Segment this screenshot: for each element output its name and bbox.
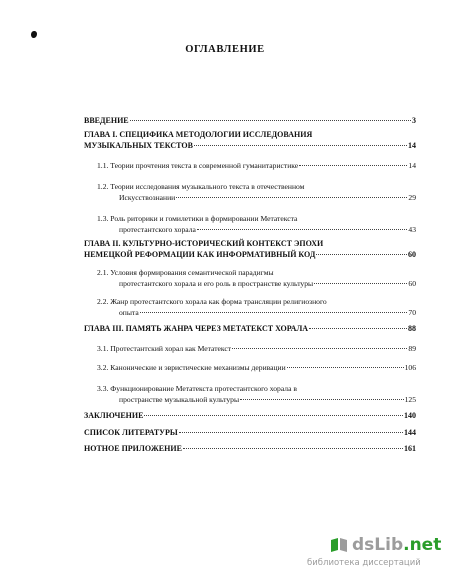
toc-entry-label: ГЛАВА II. КУЛЬТУРНО-ИСТОРИЧЕСКИЙ КОНТЕКСТ ЭПОХИ: [84, 239, 324, 248]
toc-page-number: 125: [404, 395, 416, 404]
toc-entry-label: 3.2. Канонические и эвристические механизмы деривации: [97, 363, 286, 372]
toc-entry-label: 1.1. Теории прочтения текста в современной гуманитаристике: [97, 161, 299, 170]
toc-entry-label: МУЗЫКАЛЬНЫХ ТЕКСТОВ: [84, 141, 193, 150]
ink-blot: [31, 31, 37, 38]
toc-line: [84, 427, 416, 438]
toc-line: [97, 192, 416, 203]
toc-leader-dots: [314, 283, 407, 284]
toc-entry-label: протестантского хорала и его роль в пространстве культуры: [119, 279, 314, 288]
toc-page-number: 161: [404, 444, 416, 453]
toc-entry: [97, 213, 416, 235]
toc-entry-label: 3.1. Протестантский хорал как Метатекст: [97, 344, 232, 353]
toc-page-number: 144: [404, 428, 416, 437]
toc-entry-label: ВВЕДЕНИЕ: [84, 116, 129, 125]
toc-entry-label: ЗАКЛЮЧЕНИЕ: [84, 411, 144, 420]
toc-page-number: 43: [408, 225, 416, 234]
toc-line: [97, 296, 416, 307]
toc-entry: [84, 443, 416, 454]
toc-page-number: 60: [408, 279, 416, 288]
toc-page-number: 140: [404, 411, 416, 420]
toc-entry: [84, 129, 416, 151]
toc-entry: [97, 343, 416, 354]
toc-leader-dots: [183, 448, 403, 449]
toc-leader-dots: [316, 254, 407, 255]
toc-entry: [97, 296, 416, 318]
toc-entry-label: ГЛАВА I. СПЕЦИФИКА МЕТОДОЛОГИИ ИССЛЕДОВАНИЯ: [84, 130, 313, 139]
toc-entry: [97, 383, 416, 405]
toc-entry-label: опыта: [119, 308, 139, 317]
toc-line: [97, 383, 416, 394]
toc-entry: [97, 160, 416, 171]
toc-leader-dots: [130, 120, 411, 121]
toc-page-number: 3: [412, 116, 416, 125]
toc-leader-dots: [140, 312, 408, 313]
toc-entry-label: 1.2. Теории исследования музыкального текста в отечественном: [97, 182, 305, 191]
toc-leader-dots: [194, 145, 407, 146]
toc-line: [97, 160, 416, 171]
toc-entry: [97, 181, 416, 203]
toc-entry: [84, 238, 416, 260]
toc-entry-label: НЕМЕЦКОЙ РЕФОРМАЦИИ КАК ИНФОРМАТИВНЫЙ КОД: [84, 250, 316, 259]
toc-line: [84, 140, 416, 151]
toc-line: [97, 307, 416, 318]
toc-leader-dots: [299, 165, 407, 166]
toc-entry-label: 3.3. Функционирование Метатекста протестантского хорала в: [97, 384, 297, 393]
toc-page-number: 14: [408, 161, 416, 170]
watermark: [307, 535, 444, 568]
toc-line: [84, 238, 416, 249]
toc-line: [84, 129, 416, 140]
toc-leader-dots: [197, 229, 408, 230]
toc-entry-label: НОТНОЕ ПРИЛОЖЕНИЕ: [84, 444, 182, 453]
watermark-brand: dsLib: [352, 535, 404, 555]
toc-entry-label: СПИСОК ЛИТЕРАТУРЫ: [84, 428, 178, 437]
toc-leader-dots: [287, 367, 404, 368]
watermark-subtitle: библиотека диссертаций: [307, 558, 421, 568]
toc-entry: [84, 115, 416, 126]
toc-line: [97, 362, 416, 373]
toc-page-number: 60: [408, 250, 416, 259]
toc-line: [84, 323, 416, 334]
toc-page-number: 70: [408, 308, 416, 317]
toc-entry-label: 1.3. Роль риторики и гомилетики в формировании Метатекста: [97, 214, 298, 223]
toc-entry: [84, 427, 416, 438]
toc-leader-dots: [232, 348, 407, 349]
toc-line: [84, 249, 416, 260]
toc-page-number: 88: [408, 324, 416, 333]
toc-entry-label: протестантского хорала: [119, 225, 196, 234]
toc-line: [84, 443, 416, 454]
toc-line: [97, 278, 416, 289]
toc-leader-dots: [144, 415, 403, 416]
toc-entry-label: 2.2. Жанр протестантского хорала как форма трансляции религиозного: [97, 297, 327, 306]
watermark-tld: .net: [403, 535, 442, 555]
toc-line: [97, 343, 416, 354]
toc-line: [84, 410, 416, 421]
toc-entry-label: ГЛАВА III. ПАМЯТЬ ЖАНРА ЧЕРЕЗ МЕТАТЕКСТ ХОРАЛА: [84, 324, 309, 333]
toc-entry-label: пространстве музыкальной культуры: [119, 395, 240, 404]
toc-entry-label: 2.1. Условия формирования семантической парадигмы: [97, 268, 274, 277]
toc-line: [97, 181, 416, 192]
toc-line: [97, 394, 416, 405]
toc-entry: [84, 410, 416, 421]
toc-line: [84, 115, 416, 126]
toc-leader-dots: [176, 197, 407, 198]
toc-leader-dots: [179, 432, 403, 433]
toc-leader-dots: [240, 399, 404, 400]
book-icon: [330, 537, 348, 553]
toc-page-number: 29: [408, 193, 416, 202]
toc-line: [97, 267, 416, 278]
toc-entry: [84, 323, 416, 334]
toc-entry: [97, 267, 416, 289]
toc-line: [97, 213, 416, 224]
toc-page-number: 89: [408, 344, 416, 353]
page-title: ОГЛАВЛЕНИЕ: [185, 44, 265, 55]
toc-entry-label: Искусствознании: [119, 193, 176, 202]
toc-page-number: 106: [404, 363, 416, 372]
toc-page-number: 14: [408, 141, 416, 150]
toc-entry: [97, 362, 416, 373]
toc-line: [97, 224, 416, 235]
toc-leader-dots: [309, 328, 407, 329]
